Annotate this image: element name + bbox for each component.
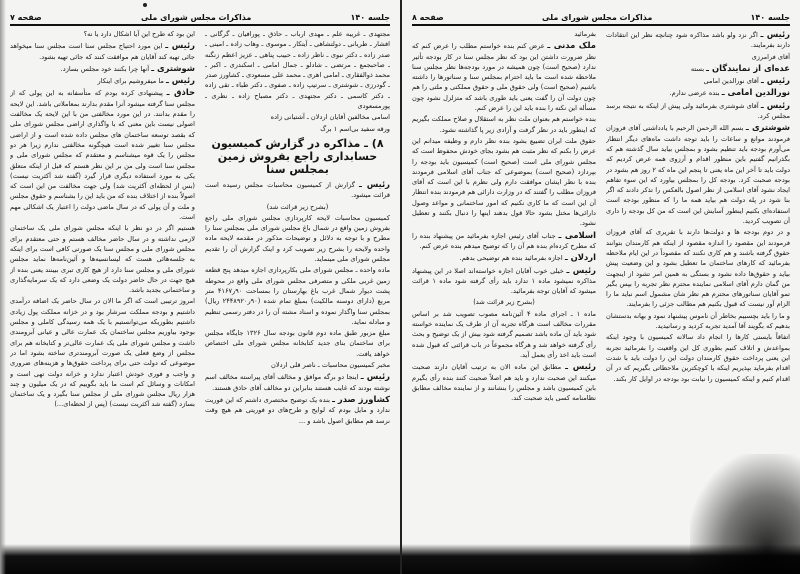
scan-smudge xyxy=(690,454,800,574)
paragraph: اسامی مخالفین آقایان اردلان ـ آشتیانی زاده xyxy=(270,113,390,122)
publication-title: مذاکرات مجلس شورای ملی xyxy=(542,13,653,22)
paragraph: (بشرح زیر قرائت شد) xyxy=(266,202,329,211)
paragraph: و ما را باید بچسبیم بخاطر آن ناموس پیشنهاد نمود و بهانه بدستشان بدهیم که بگویند آقا آمدید تجربه کردید و رسانیدید. xyxy=(606,311,790,331)
paragraph xyxy=(412,252,596,263)
paragraph-text: اینجا دو برگه موافق و مخالف آقای پیراسته مخالف اسم نوشته بودند که غایب هستند بنابراین دو مخالف آقای حاذق هستند. xyxy=(205,373,390,392)
paragraph: و در دوم بودجه ها و دولت‌ها دارند با تقریری که آقای فروزان فرمودند این مقصود را اندازه مقصود از اینکه هم کارمندان بتوانند حقوق گرفته باشند و هم کاری نکنند که مقصوداً در این ایام ملاحظه بفرمائید که کارهای ساختمان ما تعطیل بشود و این وضعیت پیش بیاید و حقوق‌ها داده نشود و بستگی به همین امر تشود از اینجهت من گمان دارم آقای اسلامی نماینده محترم نظر تجربه را بپس بگیر تمو آقایان سناتورهای محترم هم نظر شان مشمول اسم نباید ما را الزام آور نیست که قبول بکنیم هم مطالب جزئی را بفرمایند. xyxy=(606,228,790,309)
paragraph-text: عرض کنم بنده خواستم مطلب را عرض کنم که نظر ضرورت داشتن این بود که نظر مجلس سنا در کار بودجه تأثیر ندارد (صحیح است) چون همیشه در مورد بودجه‌ها نظر مجلس سنا ملاحظه شده است ما باید احترام بمجلس سنا و سناتورها را داشته باشیم (صحیح است) ولی حقوق ملی و حقوق مملکتی و ملتی را هم چون دولت آن را گفت یعنی باید طوری باشد که متزلزل نشود چون مسأله این نکته را بنده باید این را عرض کنم. xyxy=(412,42,596,113)
paragraph xyxy=(412,230,596,252)
paragraph xyxy=(606,63,790,74)
paragraph xyxy=(606,122,790,226)
page-number: صفحه ۷ xyxy=(10,13,42,22)
paragraph-text: خیلی خوب آقایان اجازه خواسته‌اند اصلا در این پیشنهاد مذاکره نمیشود ماده ۱ تدارد باید رأی گرفته شود ماده ۱ قرائت میشود که آقایان توجه بفرمائید. xyxy=(412,266,596,296)
speaker-name: رئیس ـ xyxy=(165,40,195,51)
paragraph-text: این مورد احتیاج مجلس سنا است مجلس سنا میخواهد جائی تهیه کند آقایان هم موافقت کنند که جائی تهیه بشود. xyxy=(10,42,195,61)
speaker-name: شوشتری ـ xyxy=(745,122,790,133)
paragraph xyxy=(412,40,596,113)
paragraph xyxy=(412,265,596,297)
paragraph: مبلغ مزبور طبق ماده دوم قانون بودجه سال ۱۳۲۶ جایگاه مجلس برای ساختمان بنای جدید کتابخانه مجلس شورای ملی اختصاص خواهد یافت. xyxy=(205,329,390,358)
paragraph-text: پیشنهادی کرده بودم که متأسفانه به این پولی که از مجلس سنا گرفته میشود آنرا مقدم بدارند بمعاملاتی باشد. این لایحه را مقدم بدانند. در این مورد مخالفتی من با این لایحه یک مخالفت اصولی نیست باین معنی که با واگذاری اراضی مجلس شورای ملی که بقصد توسعه ساختمان های مجلس داده شده است و از اراضی مجلس سنا تغییر شده است هیچگونه مخالفتی ندارم زیرا هر دو مجلس را یک قوه میشناسم و معتقدم که مجلس شورای ملی و مجلس سنا است ولی من بر این نظر هستم که قبل از اینکه متعلق یکی به مورد استفاده دیگری قرار گیرد (گفته شد آکثریت نیست) (بس از لحظه‌ای آکثریت شد) ولی جهت مخالفت من این است که اصولاً بنده از اختلاف بنده که من باید این را بشناسم و حقوق مجلس و ملت و آن پولی که در سال ماضی دولت را اعتبار یک اشکالی مهم است. xyxy=(10,89,195,222)
paragraph-text: بسم الله الرحمن الرحیم با یادداشتی آقای فروزان فرمودند موانع و ساعات را باید توجه داشت ماه‌های دیگر انتظار می‌آورم بودجه باید تنظیم بشود و بمجلس بیاید سال گذشته هم که بگذرانیم گفتیم باین منظور اقدام و آرزوی همه عرض کردیم که دولت باید تا آخر این ماه یعنی تا پنجم این ماه که ۲ روز هم بشود در بودجه صحبت کرد. بودجه کل را بمجلس بیاورد که این سوء تفاهم ایجاد نشود آقای اسلامی از نظر اصول بالعکس را تذکر دادند که اگر بنا شود در پله دولت هم بیاید همه ما را که منظور بودجه است استفاده‌ای بکنیم اینطور آسایش این است که من کل بودجه را داری آن تصویب کردید. xyxy=(606,124,790,226)
paragraph-text: آقای نورالدین امامی xyxy=(703,77,759,86)
speaker-name: کشاورز صدر ـ xyxy=(332,393,390,404)
paragraph-text: اجازه بفرمائید بنده هم توضیحی بدهم. xyxy=(459,254,563,263)
speaker-name: نورالدین امامی ـ xyxy=(721,87,790,98)
speaker-name: اسلامی ـ xyxy=(558,229,596,240)
page-8 xyxy=(400,0,800,574)
speaker-name: اردلان ـ xyxy=(564,252,596,263)
speaker-name: شوشتری ـ xyxy=(151,62,195,73)
paragraph: هستیم اگر در دو نظر با اینکه مجلس شورای ملی یک ساختمان لازمی نداشته و در سال حاضر مخالف هستم و حتی معتقدم برای مجلس شورای ملی و مجلس سنا یک صورتی کافی است برای اینکه به جلسه‌هائی هست که لیسانسیه‌ها و آئین‌نامه‌ها نماید مجلس شورای ملی و مجلس سنا دارد از هیچ کاری تبری ببینند یعنی بنده از هیچ جهت در حال حاضر دولت یک وضعی دارد که یک سرمایه‌گذاری و ساختمانی بجدید باشد. xyxy=(10,224,195,295)
speaker-name: رئیس ـ xyxy=(360,371,390,382)
speaker-name: رئیس ـ xyxy=(565,361,596,372)
paragraph: ماده ۱ ـ اجرای ماده ۴ آئین‌نامه مصوب تصویب شد بر اساس مقررات مخالف است هرگاه تجربه آن از طرف یک نماینده خواسته شود باید آن ماده باشد تصمیم گرفته شود بیش از یک توضیح و بحث رأی گرفته خواهد شد و هرگاه مجموعاً در باب قرائتی که قبول شده است باید اخذ رأی بعمل آید. xyxy=(412,309,596,359)
paragraph-text: گزارش از کمیسیون محاسبات مجلس رسیده است قرائت میشود. xyxy=(205,180,390,200)
paragraph xyxy=(606,100,790,122)
paragraph xyxy=(606,75,790,86)
column-left xyxy=(412,29,596,549)
speaker-name: عده‌ای از نمایندگان ـ xyxy=(706,62,790,73)
paragraph: مجتهدی ـ غریبه علم ـ مهدی ارباب ـ حاذق ـ پورافیان ـ گرگانی ـ افشار ـ طریانی ـ دولتشاهی ـ آیتکار ـ موسوی ـ وهاب زاده ـ امینی ـ صدر زاده ـ دکتر نبوی ـ ناظر زاده ـ حبیب پناهی ـ عزیز اعظم زنگنه ـ صاحبجمع ـ مرتضی ـ شادلو ـ جمال امامی ـ اسکندری ـ اکبر ـ محمد ذوالفقاری ـ امامی اهری ـ محمد علی مسعودی ـ کشاورز صدر ـ گودرزی ـ شوشتری ـ سرتیپ زاده ـ صفوی ـ دکتر طباء ـ تقی زاده ـ دکتر کاسمی ـ دکتر مجتهدی ـ دکتر مصباح زاده ـ نظری ـ پورمسعودی xyxy=(205,30,390,111)
paragraph xyxy=(205,394,390,426)
column-right xyxy=(205,29,390,549)
header-rule xyxy=(412,24,790,26)
header-rule xyxy=(10,24,390,26)
speaker-name: ملک مدنی ـ xyxy=(547,40,596,51)
page-header xyxy=(10,6,390,22)
paragraph xyxy=(10,75,195,86)
page-header xyxy=(412,6,790,22)
scan-edge xyxy=(0,0,6,574)
speaker-name: رئیس ـ xyxy=(760,99,790,110)
paragraph: امروز ترتیبی است که اگر ما الان در سال حاضر یک اضافه درآمدی داشتیم و بودجه مملکت سرشار بود و در خزانه مملکت پول زیادی داشتیم بطوریکه می‌توانستیم با یک همه رسیدگی کاملی و مجلس بوجود بیاوریم مجلس ساختمان یک عمارت عالی و عیانی آبرومندی داشت و مجلس شورای ملی یک عمارت عالی‌تر و کتابخانه هم برای مجلس از وضع فعلی یک صورت آبرومندتری ساخته بشود اما در موضوعی که دولت حتی برای پرداخت حقوق‌ها و هزینه‌های ضروری و واجب و فوری خودش اعتبار ندارد و خزانه دولت تهی است و امکانات و وسائل کم است ما باید بگوییم که در یک میلیون و چند هزار ریال مجلس شورای ملی از مجلس سنا بگیرد و یک ساختمان بسازد (گفته شد آکثریت نیست) (پس از لحظه‌ای...) xyxy=(10,297,195,409)
publication-title: مذاکرات مجلس شورای ملی xyxy=(141,13,252,22)
paragraph: مخبر کمیسیون محاسبات ـ ناصر قلی اردلان xyxy=(271,361,390,370)
column-left xyxy=(10,29,195,549)
scan-shadow xyxy=(0,544,400,574)
paragraph: حقوق ملت ایران تضییع بشود بنده نظر دارم و وظیفه میدانم این عرض را بکنم که نظر مثبت هم بشود بجای خودش محفوظ است که مجلس شورای ملی است (صحیح است) کمیسیون باید بودجه را بپردازد (صحیح است) بموضوعی که جناب آقای اسلامی فرمودند بنده با نظر ایشان موافقت دارم ولی نظرم با این است که آقای فروزان مطلب را گفتند که در وزارت دارائی هم فرمودند بنده انتظار آن این است که ما کاری نکنیم که امور ساختمانی و مواعد وصول دارائی‌ها مختل بشود حالا قول بدهند اینها را دنبال بکنند و تعطیل نشود. xyxy=(412,136,596,228)
paragraph xyxy=(606,29,790,51)
paragraph: (بشرح زیر قرائت شد) xyxy=(473,298,535,307)
paragraph xyxy=(412,361,596,403)
speaker-name: رئیس ـ xyxy=(760,29,790,39)
paragraph-text: ما میفروشیم برای اینکار xyxy=(97,77,164,86)
paragraph-text: جناب آقای رئیس اجازه بفرمائید من پیشنهاد بنده را که مطرح کرده‌ام بنده هم آن را که توضیح میدهم بنده عرض کنم. xyxy=(412,231,596,250)
paragraph: ماده واحده ـ مجلس شورای ملی بکارپردازی اجازه میدهد پنج قطعه زمین غربی ملکی و متصرفی مجلس شورای ملی واقع در محوطه پشت دیوار شمال غرب باغ بهارستان را بمساحت ۹۰ر۴۱۶۷ متر مربع (دارای دوسنه مالکیت) بمبلغ تمام شده (۹۰ر۲۴۴۸۹۲۰ ریال) بمجلس سنا واگذار نموده و اسناد مشته آن را در دفتر رسمی تنظیم و مبادله نماید. xyxy=(205,266,390,326)
scan-mark xyxy=(143,3,147,7)
paragraph-text: اگر نزد ولو باشد مذاکره شود چنانچه نظر این انتقادات دارند بفرمایند. xyxy=(606,31,790,50)
paragraph xyxy=(10,87,195,222)
paragraph xyxy=(10,40,195,62)
page-number: صفحه ۸ xyxy=(412,13,444,22)
paragraph xyxy=(205,179,390,201)
paragraph xyxy=(10,63,195,74)
paragraph xyxy=(606,87,790,98)
paragraph-text: بسته xyxy=(690,64,705,73)
paragraph xyxy=(205,371,390,393)
session-number: جلسه ۱۴۰ xyxy=(350,13,390,22)
paragraph-text: بنده یک توضیح مختصری داشتم که این فوریت ندارد و مایل بودم که لوایح و طرح‌های دو فوریتی هم هیچ وقت نرسد هم مطابق اصول باشد و ... xyxy=(205,395,390,425)
paragraph: کمیسیون محاسبات لایحه کارپردازی مجلس شورای ملی راجع بفروش زمین واقع در شمال باغ مجلس شورای ملی بمجلس سنا را مطرح و با توجه به دلائل و توضیحات مذکور در مقدمه لایحه ماده واحده ولایحه را بشرح زیر تصویب کرد و اینک گزارش آن را تقدیم مجلس شورای ملی مینماید. xyxy=(205,213,390,264)
speaker-name: حاذق ـ xyxy=(166,87,195,98)
speaker-name: رئیس ـ xyxy=(165,75,195,86)
paragraph: ورقه سفید بی‌اسم ۱ برگ xyxy=(320,124,390,133)
paragraph-text: مطابق این ماده الان به ترتیب آقایان دارند صحبت میکنند این صحبت ندارد و باید هم اصلاً صحبت کنند بنده رأی بگیرم باین کمیسیون باشد و مجلس را بنشانند و از نماینده مخالف مطابق نظامنامه کسی باید صحبت کند. xyxy=(412,363,596,403)
paragraph-text: آقای شوشتری بفرمائید ولی پیش از اینکه به نتیجه برسد مجلس کرد. xyxy=(606,101,790,121)
paragraph: آقای فرامرزی xyxy=(751,52,790,61)
speaker-name: رئیس ـ xyxy=(760,75,790,86)
paragraph: بنده خواستم هم بعنوان ملت نظر به استقلال و صلاح مملکت بگیریم که اینطور باید در نظر گرفت و آزادی زیر پا گذاشته نشود. xyxy=(412,115,596,134)
session-number: جلسه ۱۴۰ xyxy=(750,13,790,22)
paragraph: بفرمائید xyxy=(574,30,596,38)
paragraph: اتفاقاً بایستی کارها را انجام داد سالانه کمیسیون با وجود اینکه بمواعدش و اتلاف کنیم بطوری کل این واقعیت را بفرمائید تجربه این یعنی پرداخت حقوق کارمندان دولت این را دولت باید با شدت اقدام بفرماید بپذیریم اینکه با کوچکترین ملاحظاتی بگیریم که در آن اقدام کنیم و اینکه کمیسیون را نیابت بود بودجه در اوایل کار بکند. xyxy=(606,333,790,383)
speaker-name: رئیس ـ xyxy=(358,178,390,189)
speaker-name: رئیس ـ xyxy=(566,264,596,275)
paragraph-text: آنها چرا بکنند خود مجلس بسازد. xyxy=(60,64,150,73)
paragraph: این بود که طرح این آیا اشکال دارد یا نه؟ xyxy=(83,30,195,38)
page-columns xyxy=(10,29,390,549)
section-heading: ۸) ـ مذاکره در گزارش کمیسیون حسابداری راجع بفروش زمین بمجلس سنا xyxy=(211,136,384,176)
paragraph-text: بنده عرضی ندارم. xyxy=(669,89,720,98)
